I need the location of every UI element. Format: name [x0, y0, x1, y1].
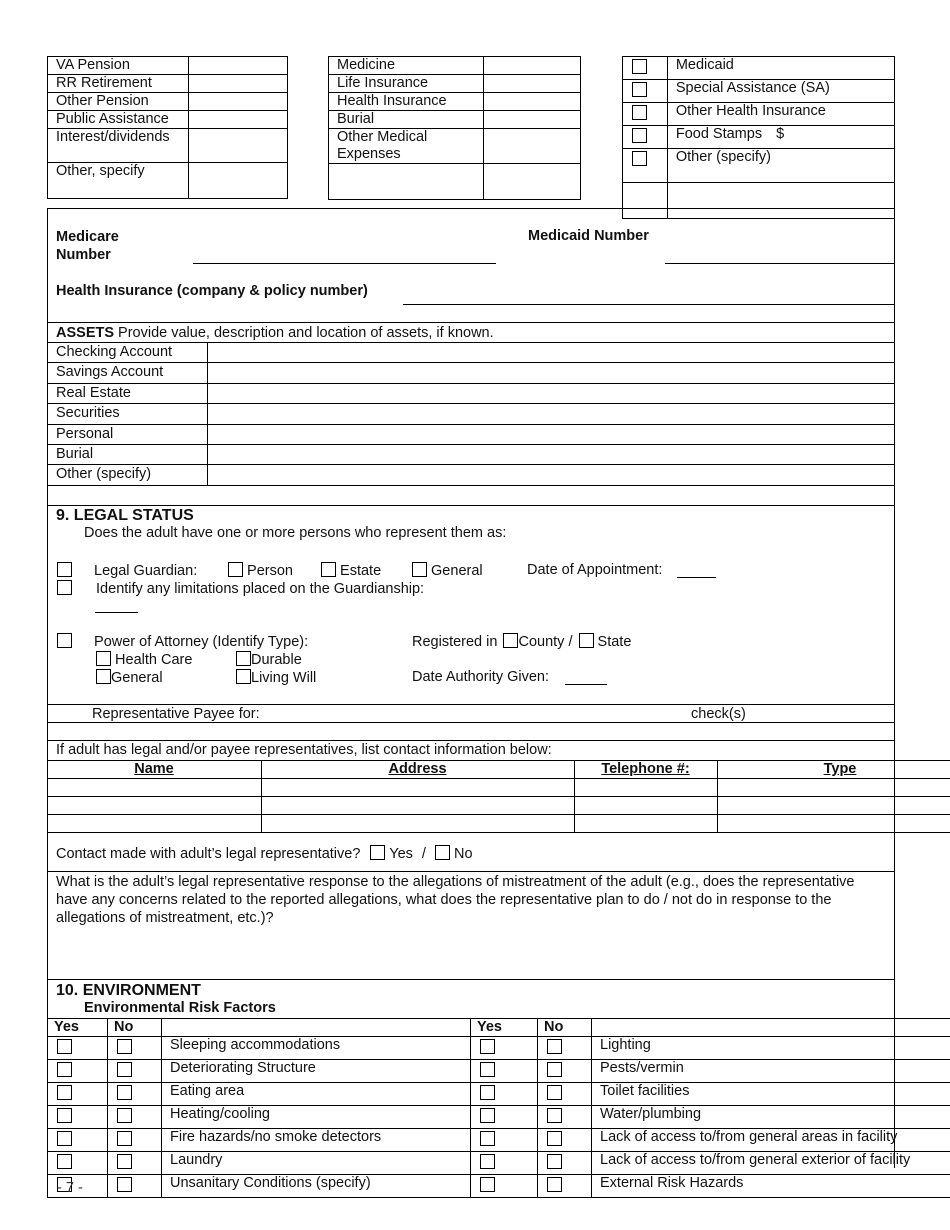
- asset-value-field[interactable]: [208, 383, 894, 403]
- income-amount-field[interactable]: [484, 164, 581, 200]
- income-table-3: [622, 56, 895, 219]
- asset-value-field[interactable]: [208, 444, 894, 464]
- env-column-header: Yes: [54, 1019, 79, 1035]
- risk-factor-label: External Risk Hazards: [592, 1175, 950, 1198]
- contact-cell[interactable]: [717, 815, 950, 833]
- asset-value-field[interactable]: [208, 342, 894, 362]
- guardian-person-checkbox[interactable]: [228, 562, 243, 577]
- risk-checkbox[interactable]: [480, 1154, 495, 1169]
- income-label: Other, specify: [48, 163, 189, 199]
- legal-guardian-row: Legal Guardian:: [57, 562, 197, 579]
- income-row: [329, 111, 581, 129]
- contact-cell[interactable]: [574, 779, 717, 797]
- risk-checkbox[interactable]: [117, 1039, 132, 1054]
- income-row: [329, 129, 581, 164]
- income-label: Special Assistance (SA): [667, 80, 894, 103]
- contact-cell[interactable]: [48, 815, 262, 833]
- risk-checkbox[interactable]: [547, 1039, 562, 1054]
- income-row: [329, 164, 581, 200]
- income-table-2: [328, 56, 581, 200]
- risk-checkbox[interactable]: [480, 1177, 495, 1192]
- income-row: [623, 126, 895, 149]
- legal-status-heading: 9. LEGAL STATUS: [56, 507, 194, 524]
- risk-factor-label: Water/plumbing: [592, 1106, 950, 1129]
- table-row: [48, 797, 950, 815]
- asset-row: Other (specify): [48, 464, 894, 484]
- contact-no-checkbox[interactable]: [435, 845, 450, 860]
- income-label: Medicaid: [667, 57, 894, 80]
- risk-checkbox[interactable]: [117, 1108, 132, 1123]
- risk-checkbox[interactable]: [480, 1039, 495, 1054]
- risk-checkbox[interactable]: [117, 1085, 132, 1100]
- income-label: Interest/dividends: [48, 129, 189, 163]
- poa-health-care-checkbox[interactable]: [96, 651, 111, 666]
- income-row: [623, 57, 895, 80]
- contact-cell[interactable]: [261, 815, 574, 833]
- asset-value-field[interactable]: [208, 403, 894, 423]
- asset-row: Securities: [48, 403, 894, 423]
- income-label: Other Pension: [48, 93, 189, 111]
- income-amount-field[interactable]: [484, 93, 581, 111]
- risk-factor-label: Toilet facilities: [592, 1083, 950, 1106]
- risk-checkbox[interactable]: [547, 1085, 562, 1100]
- contact-cell[interactable]: [261, 779, 574, 797]
- benefit-checkbox[interactable]: [632, 59, 647, 74]
- response-question: What is the adult’s legal representative response to the allegations of mistreatment of the adult (e.g., does the representative have any concerns related to the reported allegations, what does the representative plan to do / not do in response to the allegations of mistreatment, etc.)?: [56, 874, 855, 926]
- contacts-column-header: Name: [134, 761, 174, 777]
- income-amount-field[interactable]: [484, 129, 581, 164]
- page-number: - 7 -: [57, 1180, 83, 1196]
- income-row: [623, 103, 895, 126]
- limitations-field[interactable]: [95, 612, 138, 613]
- risk-checkbox[interactable]: [480, 1085, 495, 1100]
- table-row: [48, 1060, 950, 1083]
- table-row: [48, 1106, 950, 1129]
- contacts-table: [47, 760, 950, 833]
- asset-row: Personal: [48, 424, 894, 444]
- limitations-checkbox[interactable]: [57, 580, 72, 595]
- risk-checkbox[interactable]: [117, 1177, 132, 1192]
- medicaid-label: Medicaid Number: [528, 228, 649, 244]
- asset-value-field[interactable]: [208, 362, 894, 382]
- contact-yes-checkbox[interactable]: [370, 845, 385, 860]
- legal-guardian-checkbox[interactable]: [57, 562, 72, 577]
- risk-checkbox[interactable]: [547, 1131, 562, 1146]
- income-label: Health Insurance: [329, 93, 484, 111]
- medicaid-field[interactable]: [665, 263, 894, 264]
- contact-cell[interactable]: [261, 797, 574, 815]
- risk-checkbox[interactable]: [57, 1039, 72, 1054]
- poa-living-will-checkbox[interactable]: [236, 669, 251, 684]
- income-row: [329, 93, 581, 111]
- poa-general-checkbox[interactable]: [96, 669, 111, 684]
- risk-checkbox[interactable]: [117, 1062, 132, 1077]
- env-column-header: No: [114, 1019, 134, 1035]
- income-amount-field[interactable]: [484, 111, 581, 129]
- income-amount-field[interactable]: [189, 111, 288, 129]
- risk-checkbox[interactable]: [57, 1108, 72, 1123]
- contacts-column-header: Address: [388, 761, 447, 777]
- income-row: [48, 57, 288, 75]
- risk-factor-label: Eating area: [162, 1083, 471, 1106]
- guardian-estate-checkbox[interactable]: [321, 562, 336, 577]
- income-row: [48, 75, 288, 93]
- risk-checkbox[interactable]: [57, 1085, 72, 1100]
- contact-cell[interactable]: [717, 779, 950, 797]
- contact-intro: If adult has legal and/or payee representatives, list contact information below:: [56, 742, 552, 758]
- risk-checkbox[interactable]: [57, 1131, 72, 1146]
- legal-question: Does the adult have one or more persons who represent them as:: [84, 525, 507, 541]
- risk-checkbox[interactable]: [480, 1108, 495, 1123]
- benefit-checkbox[interactable]: [632, 105, 647, 120]
- benefit-checkbox[interactable]: [632, 128, 647, 143]
- income-label: Life Insurance: [329, 75, 484, 93]
- income-row: [48, 93, 288, 111]
- risk-checkbox[interactable]: [57, 1154, 72, 1169]
- income-label: Burial: [329, 111, 484, 129]
- income-label: [667, 183, 894, 219]
- risk-factor-label: Deteriorating Structure: [162, 1060, 471, 1083]
- contact-cell[interactable]: [48, 797, 262, 815]
- medicare-label: Medicare Number: [56, 229, 119, 263]
- income-amount-field[interactable]: [484, 75, 581, 93]
- env-column-header: Yes: [477, 1019, 502, 1035]
- income-row: [329, 57, 581, 75]
- date-authority-label: Date Authority Given:: [412, 669, 550, 685]
- risk-factor-label: Laundry: [162, 1152, 471, 1175]
- registered-in: Registered in County / State: [412, 634, 632, 650]
- asset-row: Burial: [48, 444, 894, 464]
- income-row: [623, 183, 895, 219]
- table-row: [48, 1037, 950, 1060]
- asset-value-field[interactable]: [208, 464, 894, 484]
- risk-factor-label: Pests/vermin: [592, 1060, 950, 1083]
- contacts-column-header: Type: [823, 761, 857, 777]
- contacts-column-header: Telephone #:: [601, 761, 690, 777]
- contact-cell[interactable]: [48, 779, 262, 797]
- table-row: [48, 1152, 950, 1175]
- table-row: [48, 1083, 950, 1106]
- env-column-header: No: [544, 1019, 564, 1035]
- income-label: Public Assistance: [48, 111, 189, 129]
- risk-checkbox[interactable]: [547, 1154, 562, 1169]
- medicare-field[interactable]: [193, 263, 496, 264]
- benefit-checkbox[interactable]: [632, 151, 647, 166]
- environment-heading: 10. ENVIRONMENT: [56, 982, 201, 999]
- assets-header: ASSETS Provide value, description and location of assets, if known.: [56, 325, 494, 341]
- county-checkbox[interactable]: [503, 633, 518, 648]
- poa-durable-checkbox[interactable]: [236, 651, 251, 666]
- asset-row: Checking Account: [48, 342, 894, 362]
- table-row: [48, 779, 950, 797]
- asset-row: Real Estate: [48, 383, 894, 403]
- table-row: [48, 1175, 950, 1198]
- risk-factor-label: Lighting: [592, 1037, 950, 1060]
- income-label: [329, 164, 484, 200]
- risk-factor-label: Heating/cooling: [162, 1106, 471, 1129]
- food-stamps-label: Food Stamps: [675, 126, 763, 142]
- risk-checkbox[interactable]: [480, 1062, 495, 1077]
- representative-payee-label: Representative Payee for:: [92, 706, 260, 722]
- risk-checkbox[interactable]: [547, 1062, 562, 1077]
- environment-table: [47, 1018, 950, 1198]
- poa-checkbox[interactable]: [57, 633, 72, 648]
- risk-checkbox[interactable]: [117, 1131, 132, 1146]
- income-row: [48, 163, 288, 199]
- state-checkbox[interactable]: [579, 633, 594, 648]
- income-table-1: [47, 56, 288, 199]
- table-row: [48, 815, 950, 833]
- risk-checkbox[interactable]: [480, 1131, 495, 1146]
- contact-cell[interactable]: [717, 797, 950, 815]
- income-amount-field[interactable]: [484, 57, 581, 75]
- table-row: [48, 1129, 950, 1152]
- risk-factor-label: Fire hazards/no smoke detectors: [162, 1129, 471, 1152]
- income-row: [623, 80, 895, 103]
- risk-factor-label: Unsanitary Conditions (specify): [162, 1175, 471, 1198]
- income-row: [329, 75, 581, 93]
- guardian-general-checkbox[interactable]: [412, 562, 427, 577]
- income-label: Other Health Insurance: [667, 103, 894, 126]
- contact-cell[interactable]: [574, 815, 717, 833]
- income-amount-field[interactable]: [189, 57, 288, 75]
- income-row: [48, 129, 288, 163]
- date-of-appointment-label: Date of Appointment:: [527, 562, 663, 578]
- income-label: RR Retirement: [48, 75, 189, 93]
- checks-label: check(s): [691, 706, 746, 722]
- contact-made-row: Contact made with adult’s legal representative? Yes / No: [56, 846, 473, 862]
- risk-checkbox[interactable]: [117, 1154, 132, 1169]
- risk-checkbox[interactable]: [57, 1062, 72, 1077]
- income-amount-field[interactable]: [189, 93, 288, 111]
- income-amount-field[interactable]: [189, 163, 288, 199]
- asset-value-field[interactable]: [208, 424, 894, 444]
- income-label: Other Medical Expenses: [329, 129, 484, 164]
- health-insurance-label: Health Insurance (company & policy number): [56, 283, 368, 299]
- income-label: Other (specify): [667, 149, 894, 183]
- poa-label: Power of Attorney (Identify Type):: [94, 634, 309, 650]
- environment-subheading: Environmental Risk Factors: [84, 1000, 276, 1016]
- date-of-appointment-field[interactable]: [677, 577, 716, 578]
- risk-checkbox[interactable]: [547, 1108, 562, 1123]
- health-insurance-field[interactable]: [403, 304, 894, 305]
- risk-factor-label: Sleeping accommodations: [162, 1037, 471, 1060]
- date-authority-field[interactable]: [565, 684, 607, 685]
- income-row: [48, 111, 288, 129]
- income-amount-field[interactable]: [189, 129, 288, 163]
- limitations-label: Identify any limitations placed on the Guardianship:: [96, 581, 425, 597]
- asset-row: Savings Account: [48, 362, 894, 382]
- benefit-checkbox[interactable]: [632, 82, 647, 97]
- income-label: VA Pension: [48, 57, 189, 75]
- income-label: [667, 126, 894, 149]
- currency-symbol: $: [776, 126, 785, 142]
- income-amount-field[interactable]: [189, 75, 288, 93]
- risk-factor-label: Lack of access to/from general exterior of facility: [592, 1152, 950, 1175]
- risk-factor-label: Lack of access to/from general areas in facility: [592, 1129, 950, 1152]
- income-row: [623, 149, 895, 183]
- income-label: Medicine: [329, 57, 484, 75]
- contact-cell[interactable]: [574, 797, 717, 815]
- risk-checkbox[interactable]: [547, 1177, 562, 1192]
